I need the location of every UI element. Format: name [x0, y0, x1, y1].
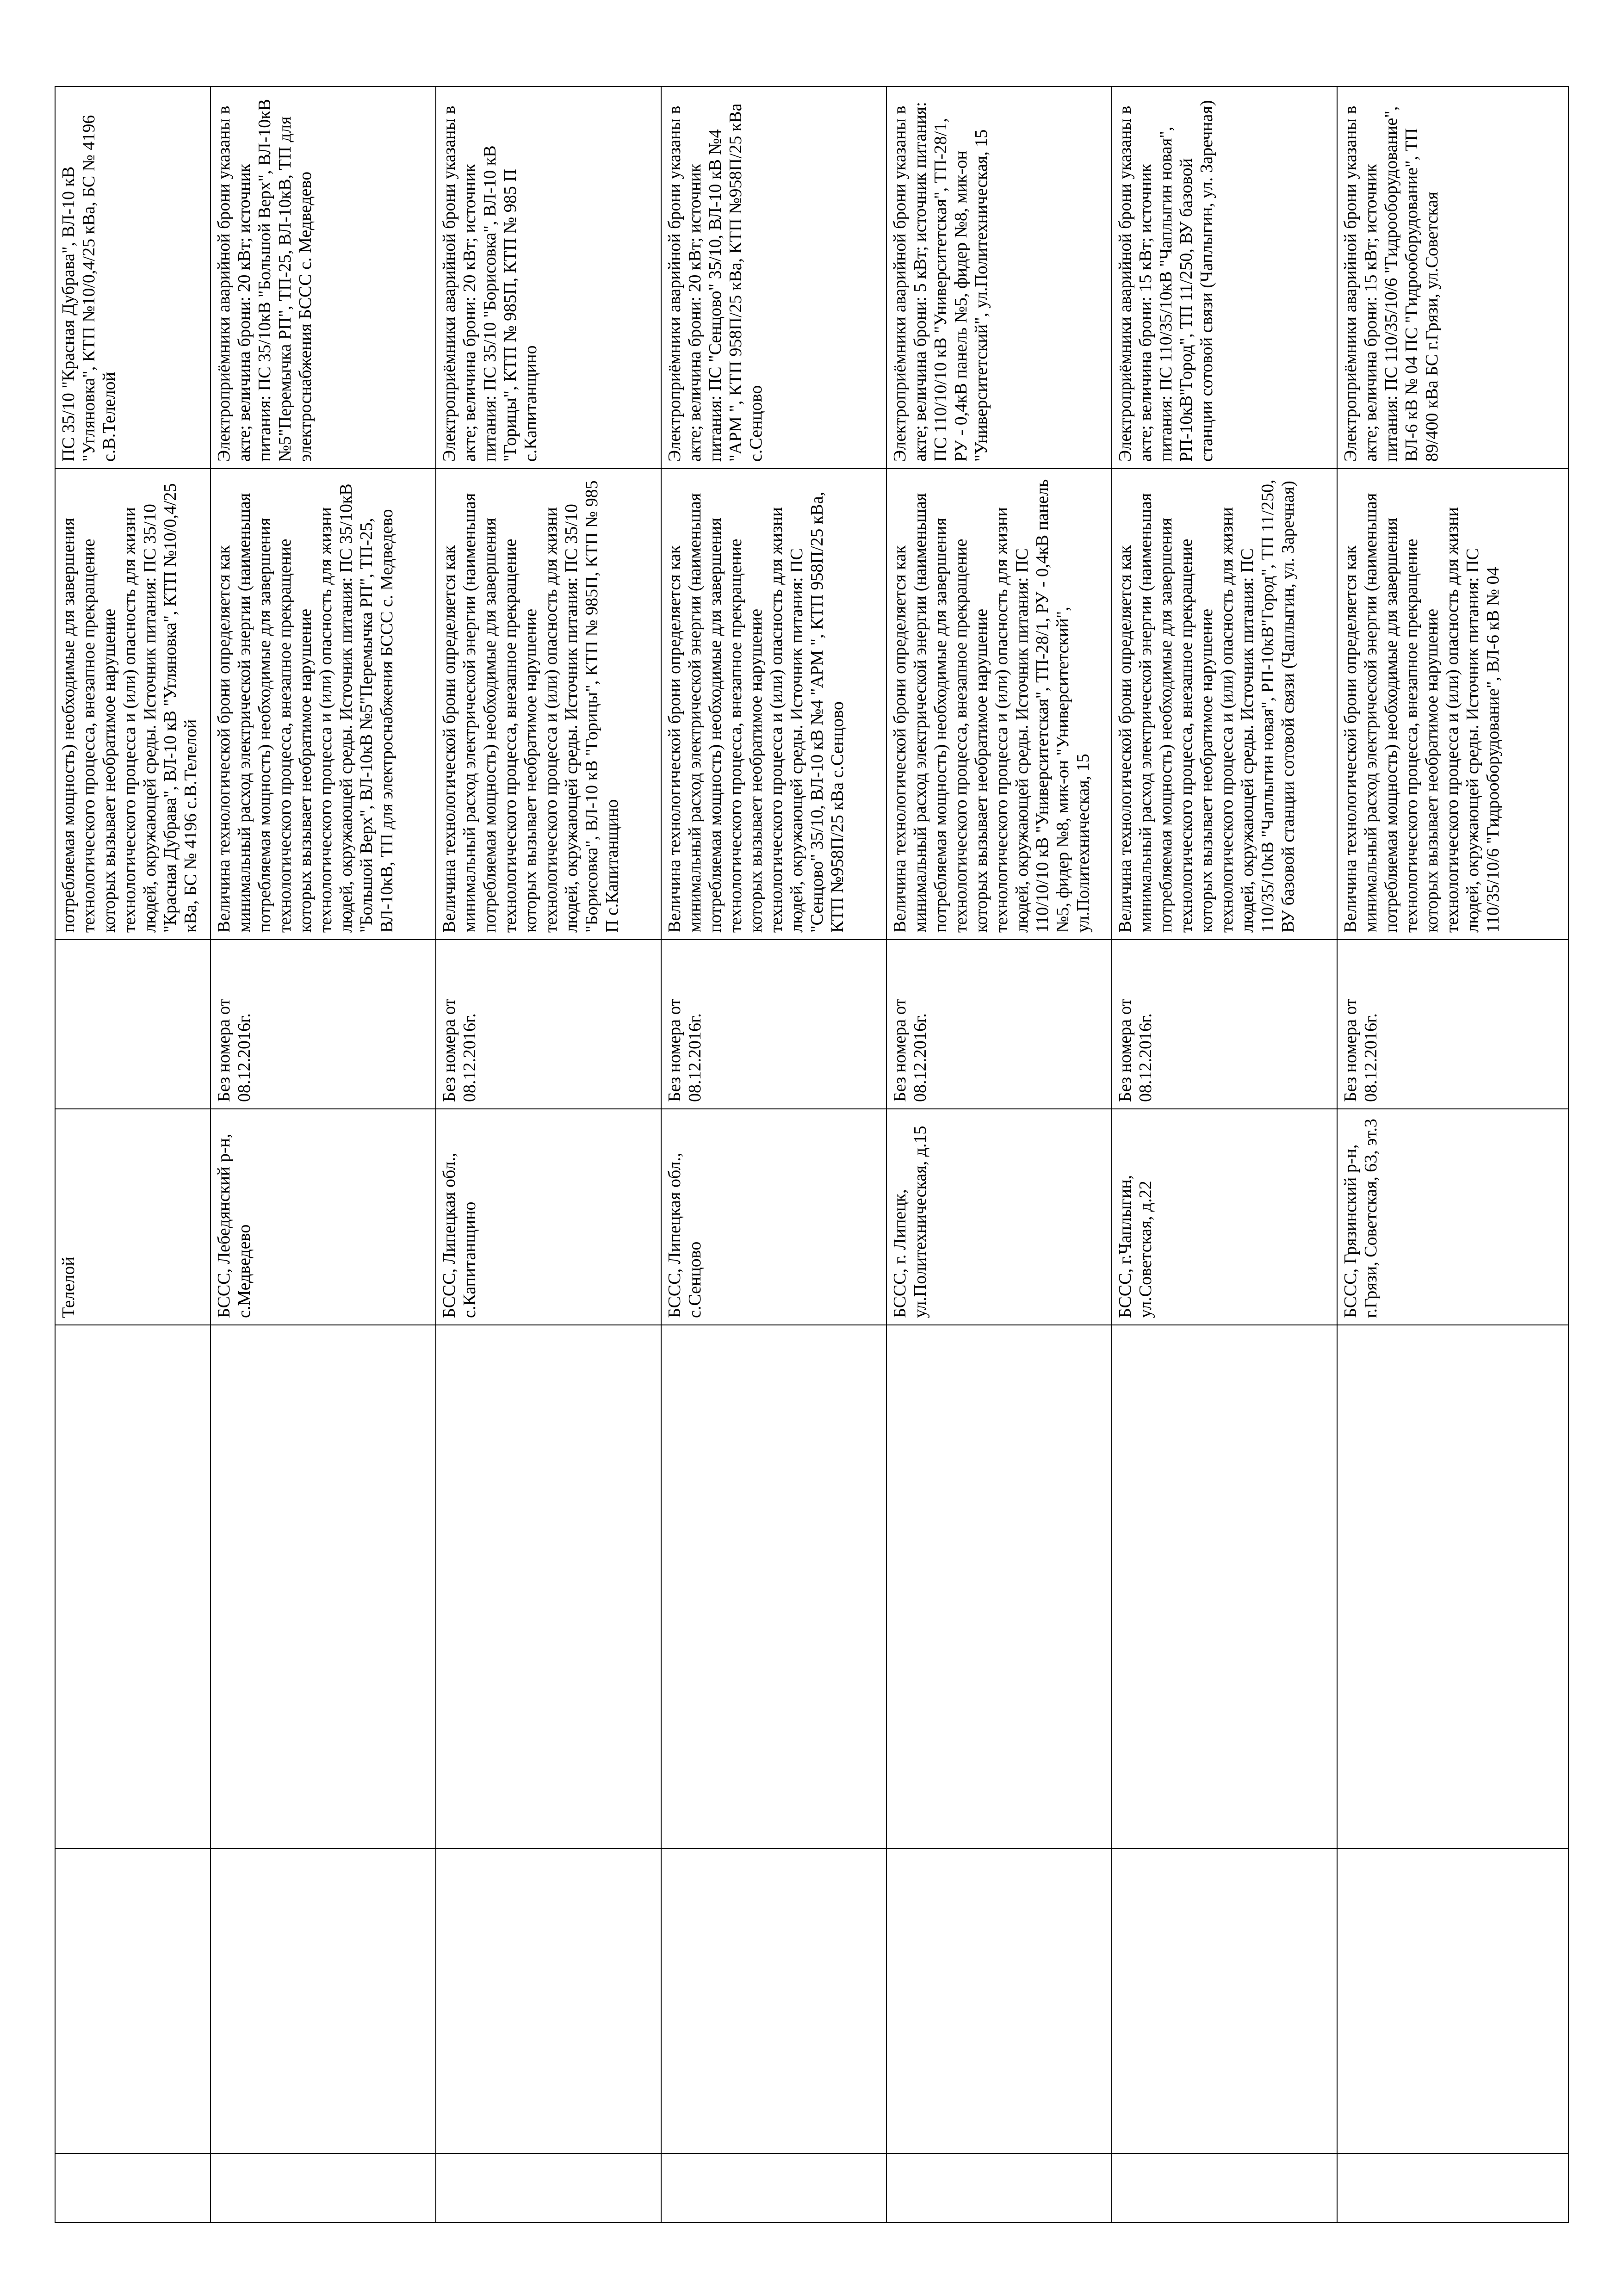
table-row [55, 87, 211, 2222]
emergency-reserve-cell: Электроприёмники аварийной брони указаны в акте; величина брони: 15 кВт; источник питания: ПС 110/35/10/6 "Гидрооборудование", ВЛ-6 кВ № 04 ПС "Гидрооборудование", ТП 89/400 кВа БС г.Грязи, ул.Советская [1337, 87, 1568, 469]
object-cell: Телелой [55, 1109, 211, 1325]
document-cell: Без номера от 08.12.2016г. [886, 940, 1112, 1109]
tech-reserve-cell: Величина технологической брони определяется как минимальный расход электрической энергии (наименьшая потребляемая мощность) необходимые для завершения технологического процесса, внезапное прекращение которых вызывает необратимое нарушение технологического процесса и (или) опасность для жизни людей, окружающей среды. Источник питания: ПС "Сенцово" 35/10, ВЛ-10 кВ №4 "АРМ ", КТП 958П/25 кВа, КТП №958П/25 кВа с.Сенцово [661, 469, 886, 940]
index-cell [436, 2154, 661, 2222]
power-reserve-table [55, 86, 1569, 2223]
tech-reserve-cell: потребляемая мощность) необходимые для завершения технологического процесса, внезапное прекращение которых вызывает необратимое нарушение технологического процесса и (или) опасность для жизни людей, окружающей среды. Источник питания: ПС 35/10 "Красная Дубрава", ВЛ-10 кВ "Угляновка", КТП №10/0,4/25 кВа, БС № 4196 с.В.Телелой [55, 469, 211, 940]
emergency-reserve-cell: Электроприёмники аварийной брони указаны в акте; величина брони: 20 кВт; источник питания: ПС 35/10кВ "Большой Верх", ВЛ-10кВ №5"Перемычка РП", ТП-25, ВЛ-10кВ, ТП для электроснабжения БССС с. Медведево [211, 87, 436, 469]
document-cell: Без номера от 08.12.2016г. [211, 940, 436, 1109]
emergency-reserve-cell: Электроприёмники аварийной брони указаны в акте; величина брони: 20 кВт; источник питания: ПС "Сенцово" 35/10, ВЛ-10 кВ №4 "АРМ ", КТП 958П/25 кВа, КТП №958П/25 кВа с.Сенцово [661, 87, 886, 469]
document-cell: Без номера от 08.12.2016г. [1337, 940, 1568, 1109]
emergency-reserve-cell: Электроприёмники аварийной брони указаны в акте; величина брони: 5 кВт; источник питания: ПС 110/10/10 кВ "Университетская", ТП-28/1, РУ - 0,4кВ панель №5, фидер №8, мик-он "Университетский", ул.Политехническая, 15 [886, 87, 1112, 469]
tech-reserve-cell: Величина технологической брони определяется как минимальный расход электрической энергии (наименьшая потребляемая мощность) необходимые для завершения технологического процесса, внезапное прекращение которых вызывает необратимое нарушение технологического процесса и (или) опасность для жизни людей, окружающей среды. Источник питания: ПС 35/10кВ "Большой Верх", ВЛ-10кВ №5"Перемычка РП", ТП-25, ВЛ-10кВ, ТП для электроснабжения БССС с. Медведево [211, 469, 436, 940]
consumer-cell [55, 1849, 211, 2154]
contract-cell [661, 1325, 886, 1849]
table-row [1112, 87, 1337, 2222]
tech-reserve-cell: Величина технологической брони определяется как минимальный расход электрической энергии (наименьшая потребляемая мощность) необходимые для завершения технологического процесса, внезапное прекращение которых вызывает необратимое нарушение технологического процесса и (или) опасность для жизни людей, окружающей среды. Источник питания: ПС 35/10 "Борисовка", ВЛ-10 кВ "Горицы", КТП № 985П, КТП № 985 П с.Капитанщино [436, 469, 661, 940]
consumer-cell [1112, 1849, 1337, 2154]
table-row [661, 87, 886, 2222]
contract-cell [55, 1325, 211, 1849]
table-row [211, 87, 436, 2222]
object-cell: БССС, Липецкая обл., с.Капитанщино [436, 1109, 661, 1325]
contract-cell [1337, 1325, 1568, 1849]
consumer-cell [661, 1849, 886, 2154]
table-row [436, 87, 661, 2222]
object-cell: БССС, Лебедянский р-н, с.Медведево [211, 1109, 436, 1325]
contract-cell [1112, 1325, 1337, 1849]
object-cell: БССС, г.Чаплыгин, ул.Советская, д.22 [1112, 1109, 1337, 1325]
tech-reserve-cell: Величина технологической брони определяется как минимальный расход электрической энергии (наименьшая потребляемая мощность) необходимые для завершения технологического процесса, внезапное прекращение которых вызывает необратимое нарушение технологического процесса и (или) опасность для жизни людей, окружающей среды. Источник питания: ПС 110/35/10/6 "Гидрооборудование", ВЛ-6 кВ № 04 [1337, 469, 1568, 940]
table-row [886, 87, 1112, 2222]
index-cell [1112, 2154, 1337, 2222]
object-cell: БССС, Липецкая обл., с.Сенцово [661, 1109, 886, 1325]
contract-cell [886, 1325, 1112, 1849]
document-cell [55, 940, 211, 1109]
index-cell [886, 2154, 1112, 2222]
object-cell: БССС, Грязинский р-н, г.Грязи, Советская, 63, эт.3 [1337, 1109, 1568, 1325]
rotated-page [55, 87, 1569, 2223]
document-cell: Без номера от 08.12.2016г. [436, 940, 661, 1109]
emergency-reserve-cell: Электроприёмники аварийной брони указаны в акте; величина брони: 20 кВт; источник питания: ПС 35/10 "Борисовка", ВЛ-10 кВ "Горицы", КТП № 985П, КТП № 985 П с.Капитанщино [436, 87, 661, 469]
index-cell [661, 2154, 886, 2222]
document-cell: Без номера от 08.12.2016г. [1112, 940, 1337, 1109]
index-cell [211, 2154, 436, 2222]
object-cell: БССС, г. Липецк, ул.Политехническая, д.15 [886, 1109, 1112, 1325]
contract-cell [436, 1325, 661, 1849]
contract-cell [211, 1325, 436, 1849]
document-cell: Без номера от 08.12.2016г. [661, 940, 886, 1109]
consumer-cell [211, 1849, 436, 2154]
tech-reserve-cell: Величина технологической брони определяется как минимальный расход электрической энергии (наименьшая потребляемая мощность) необходимые для завершения технологического процесса, внезапное прекращение которых вызывает необратимое нарушение технологического процесса и (или) опасность для жизни людей, окружающей среды. Источник питания: ПС 110/35/10кВ "Чаплыгин новая", РП-10кВ"Город", ТП 11/250, ВУ базовой станции сотовой связи (Чаплыгин, ул. Заречная) [1112, 469, 1337, 940]
index-cell [55, 2154, 211, 2222]
consumer-cell [1337, 1849, 1568, 2154]
emergency-reserve-cell: Электроприёмники аварийной брони указаны в акте; величина брони: 15 кВт; источник питания: ПС 110/35/10кВ "Чаплыгин новая", РП-10кВ"Город", ТП 11/250, ВУ базовой станции сотовой связи (Чаплыгин, ул. Заречная) [1112, 87, 1337, 469]
index-cell [1337, 2154, 1568, 2222]
emergency-reserve-cell: ПС 35/10 "Красная Дубрава", ВЛ-10 кВ "Угляновка", КТП №10/0,4/25 кВа, БС № 4196 с.В.Телелой [55, 87, 211, 469]
tech-reserve-cell: Величина технологической брони определяется как минимальный расход электрической энергии (наименьшая потребляемая мощность) необходимые для завершения технологического процесса, внезапное прекращение которых вызывает необратимое нарушение технологического процесса и (или) опасность для жизни людей, окружающей среды. Источник питания: ПС 110/10/10 кВ "Университетская", ТП-28/1, РУ - 0,4кВ панель №5, фидер №8, мик-он "Университетский", ул.Политехническая, 15 [886, 469, 1112, 940]
table-row [1337, 87, 1568, 2222]
consumer-cell [436, 1849, 661, 2154]
consumer-cell [886, 1849, 1112, 2154]
